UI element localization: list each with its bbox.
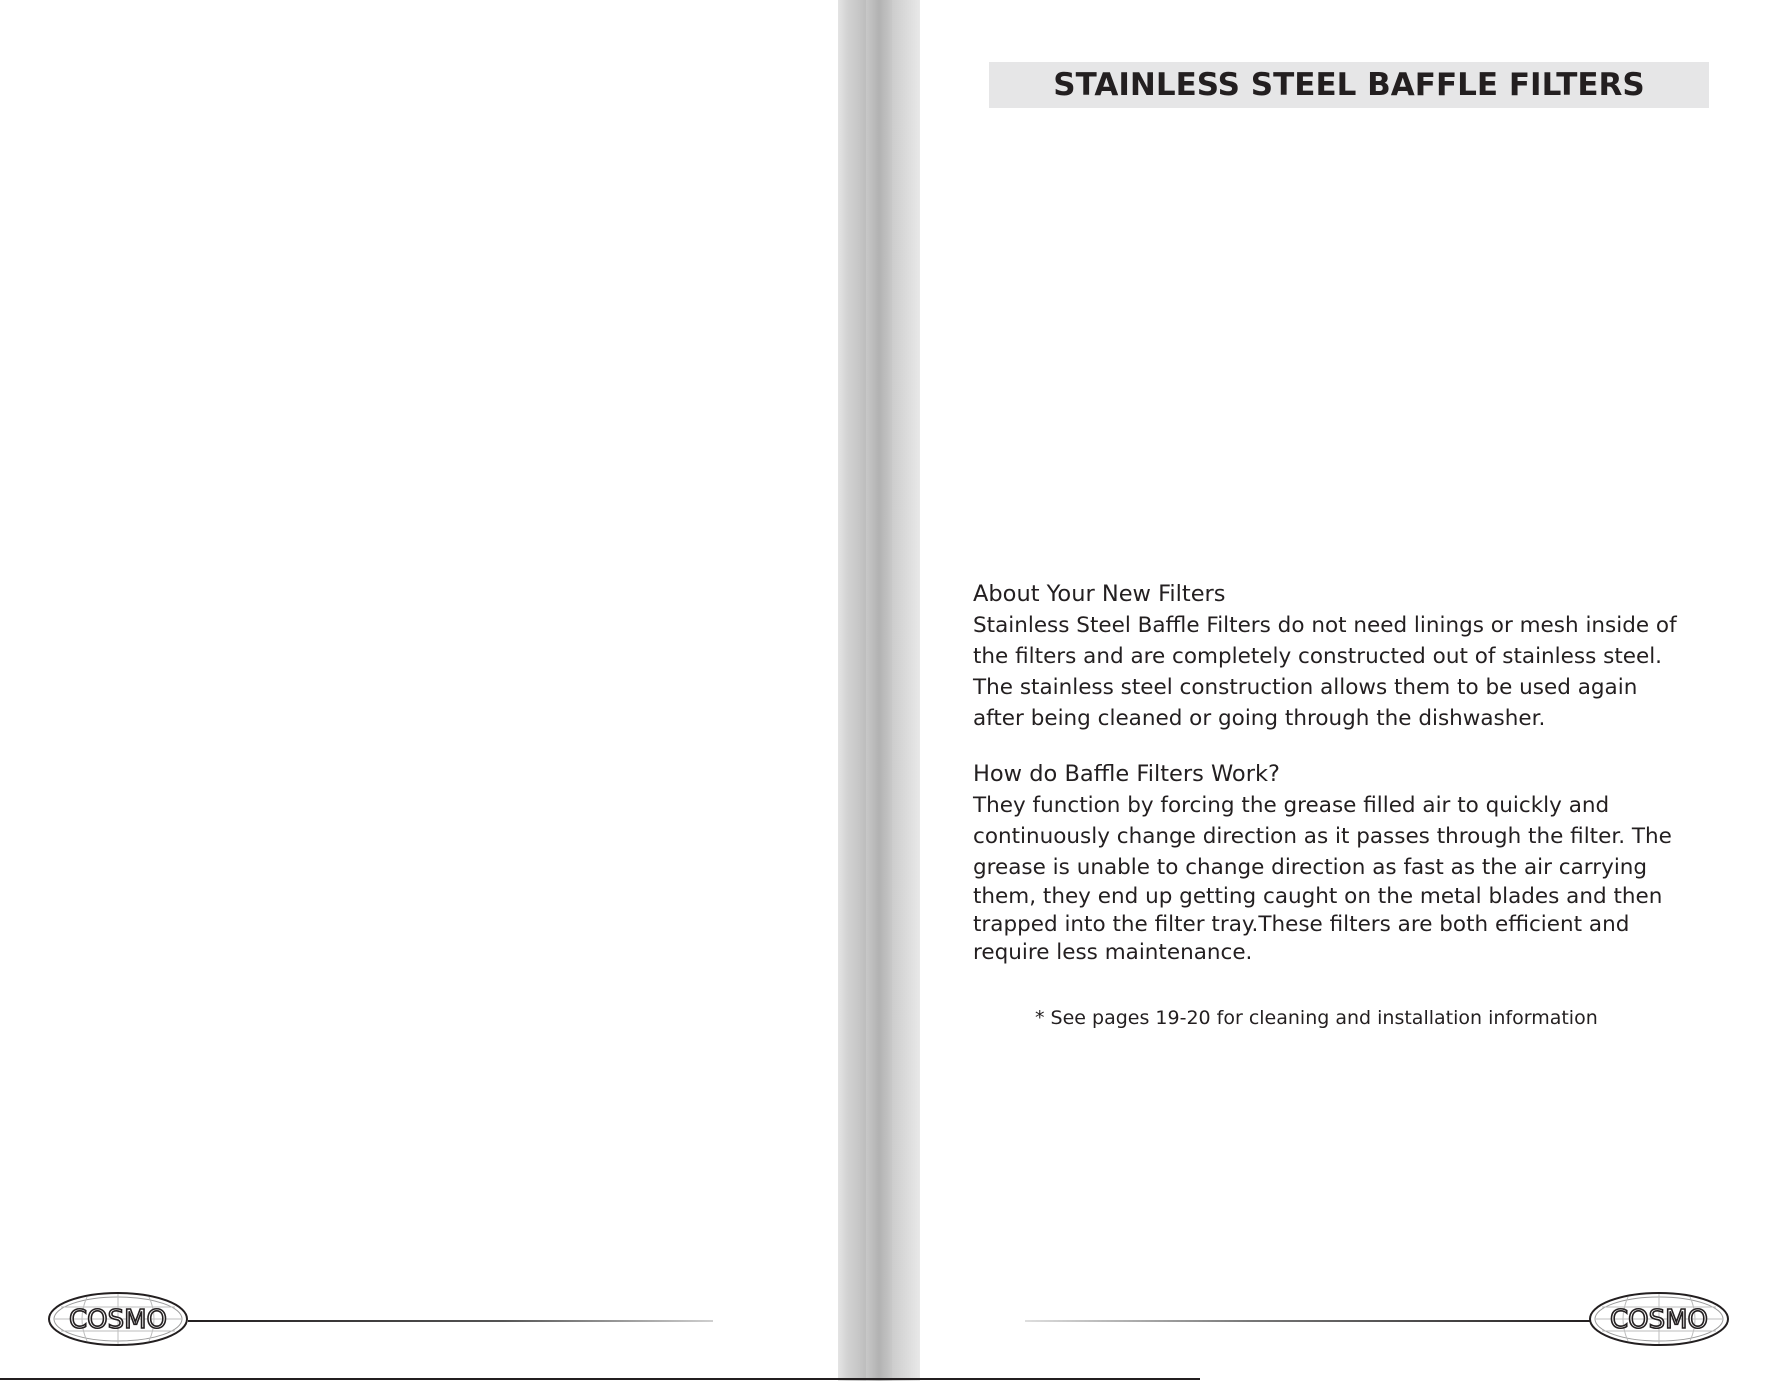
- section-heading: How do Baffle Filters Work?: [973, 761, 1280, 787]
- section-how-filters-work: [973, 758, 1713, 967]
- text-line: them, they end up getting caught on the metal blades and then: [973, 884, 1663, 909]
- page-edge-line: [0, 1378, 1200, 1380]
- content-body: [973, 578, 1713, 967]
- text-line: trapped into the filter tray.These filters are both efficient and: [973, 912, 1630, 937]
- section-heading: About Your New Filters: [973, 581, 1226, 607]
- text-line: require less maintenance.: [973, 940, 1253, 965]
- book-spine-core: [866, 0, 892, 1381]
- section-about-filters: [973, 578, 1713, 734]
- text-line: grease is unable to change direction as fast as the air carrying: [973, 855, 1648, 880]
- text-line: The stainless steel construction allows them to be used again: [973, 675, 1638, 700]
- footnote: * See pages 19-20 for cleaning and installation information: [1035, 1007, 1598, 1029]
- text-line: the filters and are completely constructed out of stainless steel.: [973, 644, 1663, 669]
- footer-rule: [1025, 1320, 1590, 1322]
- cosmo-globe-logo-icon: [47, 1291, 189, 1347]
- svg-text:COSMO: COSMO: [68, 1305, 168, 1335]
- text-line: They function by forcing the grease filled air to quickly and: [973, 793, 1610, 818]
- cosmo-globe-logo-icon: [1588, 1291, 1730, 1347]
- svg-text:COSMO: COSMO: [1609, 1305, 1709, 1335]
- page-title-bar: [989, 62, 1709, 108]
- page-title: STAINLESS STEEL BAFFLE FILTERS: [1053, 67, 1645, 103]
- footer-rule: [188, 1320, 713, 1322]
- text-line: continuously change direction as it passes through the filter. The: [973, 824, 1672, 849]
- text-line: Stainless Steel Baffle Filters do not need linings or mesh inside of: [973, 613, 1677, 638]
- text-line: after being cleaned or going through the dishwasher.: [973, 706, 1546, 731]
